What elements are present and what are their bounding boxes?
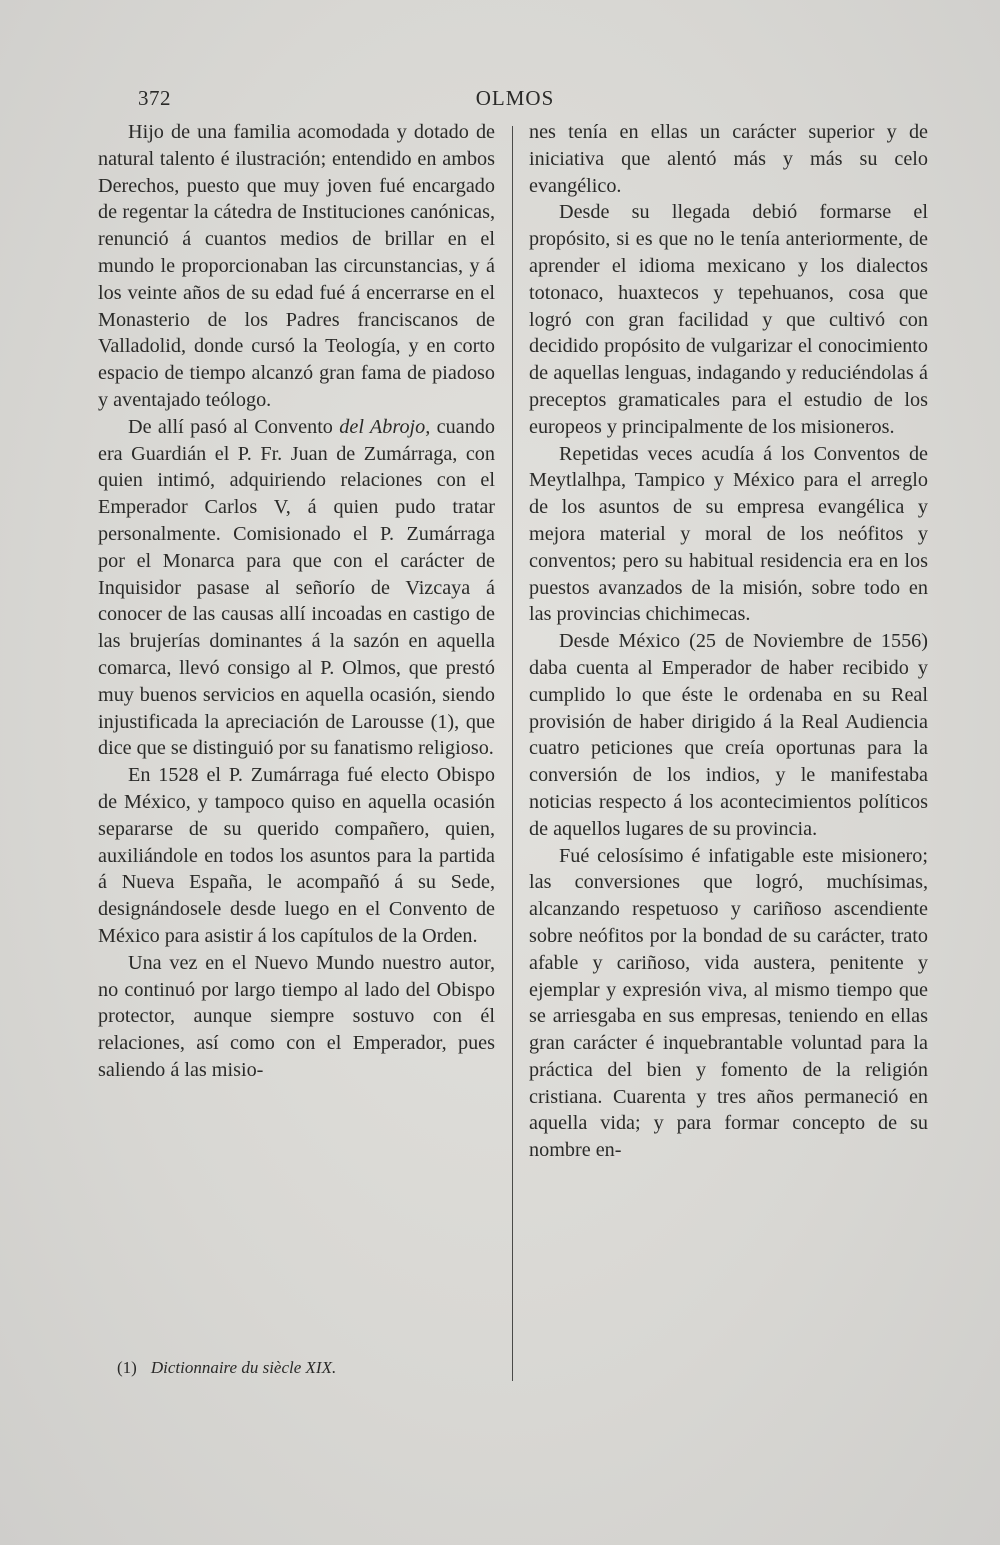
paragraph: [98, 414, 495, 762]
paragraph-text: cuando era Guardián el P. Fr. Juan de Zumárraga, con quien intimó, adquiriendo relaciones con el Emperador Carlos V, á quien pudo tratar personalmente. Comisionado el P. Zumárraga por el Monarca para que con el carácter de Inquisidor pasase al señorío de Vizcaya á conocer de las causas allí incoadas en castigo de las brujerías dominantes á la sazón en aquella comarca, llevó consigo al P. Olmos, que prestó muy buenos servicios en aquella ocasión, siendo injustificada la apreciación de Larousse (1), que dice que se distinguió por su fanatismo religioso.: [98, 415, 495, 760]
footnote-reference: Dictionnaire du siècle XIX.: [150, 1358, 337, 1377]
paragraph: Desde México (25 de Noviembre de 1556) daba cuenta al Emperador de haber recibido y cumplido lo que éste le ordenaba en su Real provisión de haber dirigido á la Real Audiencia cuatro peticiones que creía oportunas para la conversión de los indios, y le manifestaba noticias respecto á los acontecimientos políticos de aquellos lugares de su provincia.: [529, 630, 928, 840]
italic-convent-name: del Abrojo,: [339, 415, 431, 438]
paragraph-continued: nes tenía en ellas un carácter superior y de iniciativa que alentó más y más su celo evangélico.: [529, 121, 928, 197]
paragraph-text: De allí pasó al Convento: [128, 415, 340, 438]
paragraph: Repetidas veces acudía á los Conventos de Meytlalhpa, Tampico y México para el arreglo de los asuntos de su empresa evangélica y mejora material y moral de los neófitos y conventos; pero su habitual residencia era en los puestos avanzados de la misión, sobre todo en las provincias chichimecas.: [529, 442, 928, 626]
footnote-marker: (1): [117, 1358, 137, 1377]
running-title: OLMOS: [475, 86, 555, 110]
paragraph: Fué celosísimo é infatigable este misionero; las conversiones que logró, muchísimas, alcanzando respetuoso y cariñoso ascendiente sobre neófitos por la bondad de su carácter, trato afable y cariñoso, vida austera, penitente y ejemplar y expresión viva, al mismo tiempo que se arriesgaba en sus empresas, teniendo en ellas gran carácter é inquebrantable voluntad para la práctica del bien y fomento de la religión cristiana. Cuarenta y tres años permaneció en aquella vida; y para formar concepto de su nombre en-: [529, 844, 928, 1162]
footnote: [117, 1358, 417, 1378]
right-column: [529, 119, 928, 1164]
paragraph: Desde su llegada debió formarse el propósito, si es que no le tenía anteriormente, de aprender el idioma mexicano y los dialectos totonaco, huaxtecos y tepehuanos, cosa que logró con gran facilidad y que cultivó con decidido propósito de vulgarizar el conocimiento de aquellas lenguas, indagando y reduciéndolas á preceptos gramaticales para el estudio de los europeos y principalmente de los misioneros.: [529, 201, 928, 438]
paragraph: Una vez en el Nuevo Mundo nuestro autor, no continuó por largo tiempo al lado del Obispo protector, aunque siempre sostuvo con él relaciones, así como con el Emperador, pues saliendo á las misio-: [98, 951, 495, 1081]
paragraph: Hijo de una familia acomodada y dotado de natural talento é ilustración; entendido en ambos Derechos, puesto que muy joven fué encargado de regentar la cátedra de Instituciones canónicas, renunció á cuantos medios de brillar en el mundo le proporcionaban las circunstancias, y á los veinte años de su edad fué á encerrarse en el Monasterio de los Padres franciscanos de Valladolid, donde cursó la Teología, y en corto espacio de tiempo alcanzó gran fama de piadoso y aventajado teólogo.: [98, 121, 495, 411]
left-column: [98, 119, 495, 1084]
page-number: 372: [138, 86, 171, 110]
column-divider: [512, 126, 513, 1381]
paragraph: En 1528 el P. Zumárraga fué electo Obispo de México, y tampoco quiso en aquella ocasión separarse de su querido compañero, quien, auxiliándole en todos los asuntos para la partida á Nueva España, le acompañó á su Sede, designándosele desde luego en el Convento de México para asistir á los capítulos de la Orden.: [98, 764, 495, 947]
